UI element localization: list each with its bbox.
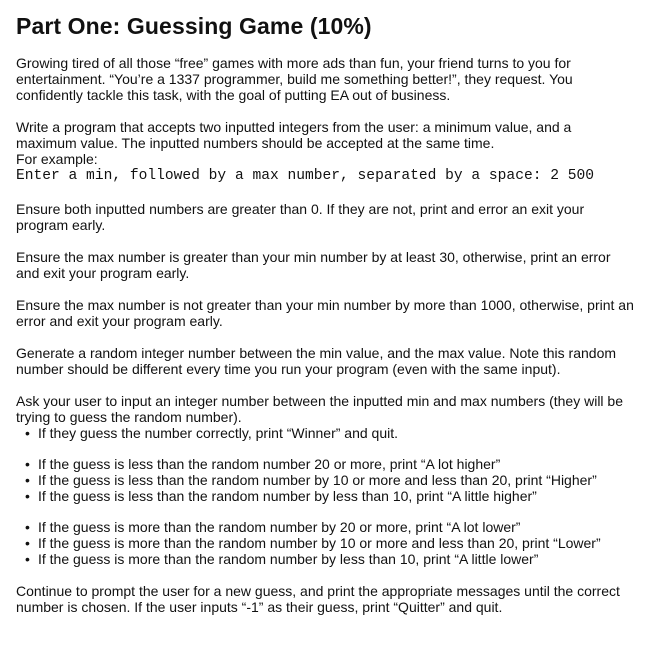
list-item: • If the guess is less than the random number by less than 10, print “A little higher” <box>24 488 634 504</box>
ensure-max-gap-paragraph: Ensure the max number is not greater than your min number by more than 1000, otherwise, print an error and exit your program early. <box>16 297 634 329</box>
generate-random-paragraph: Generate a random integer number between the min value, and the max value. Note this random number should be different every time you run your program (even with the same input). <box>16 345 617 377</box>
continue-prompt-paragraph: Continue to prompt the user for a new guess, and print the appropriate messages until the correct number is chosen. If the user inputs “-1” as their guess, print “Quitter” and quit. <box>16 583 620 615</box>
list-item: • If the guess is more than the random number by less than 10, print “A little lower” <box>24 551 634 567</box>
more-than-list <box>16 519 634 567</box>
list-item: • If the guess is more than the random number by 10 or more and less than 20, print “Lower” <box>24 535 634 551</box>
ask-user-paragraph: Ask your user to input an integer number between the inputted min and max numbers (they will be trying to guess the random number). <box>16 393 623 425</box>
intro-paragraph: Growing tired of all those “free” games with more ads than fun, your friend turns to you for entertainment. “You’re a 1337 programmer, build me something better!”, they request. You confidently tackle this task, with the goal of putting EA out of business. <box>16 55 573 103</box>
winner-list <box>16 425 634 441</box>
example-code: Enter a min, followed by a max number, separated by a space: 2 500 <box>16 168 595 184</box>
less-than-list <box>16 456 634 504</box>
for-example-label: For example: <box>16 151 98 167</box>
write-program-paragraph: Write a program that accepts two inputted integers from the user: a minimum value, and a maximum value. The inputted numbers should be accepted at the same time. <box>16 119 572 151</box>
ensure-min-gap-paragraph: Ensure the max number is greater than your min number by at least 30, otherwise, print an error and exit your program early. <box>16 249 611 281</box>
list-item: • If the guess is more than the random number by 20 or more, print “A lot lower” <box>24 519 634 535</box>
list-item: • If the guess is less than the random number by 10 or more and less than 20, print “Higher” <box>24 472 634 488</box>
page-title: Part One: Guessing Game (10%) <box>16 13 372 39</box>
list-item: • If the guess is less than the random number 20 or more, print “A lot higher” <box>24 456 634 472</box>
ensure-positive-paragraph: Ensure both inputted numbers are greater than 0. If they are not, print and error an exit your program early. <box>16 201 585 233</box>
list-item-winner: • If they guess the number correctly, print “Winner” and quit. <box>24 425 634 441</box>
